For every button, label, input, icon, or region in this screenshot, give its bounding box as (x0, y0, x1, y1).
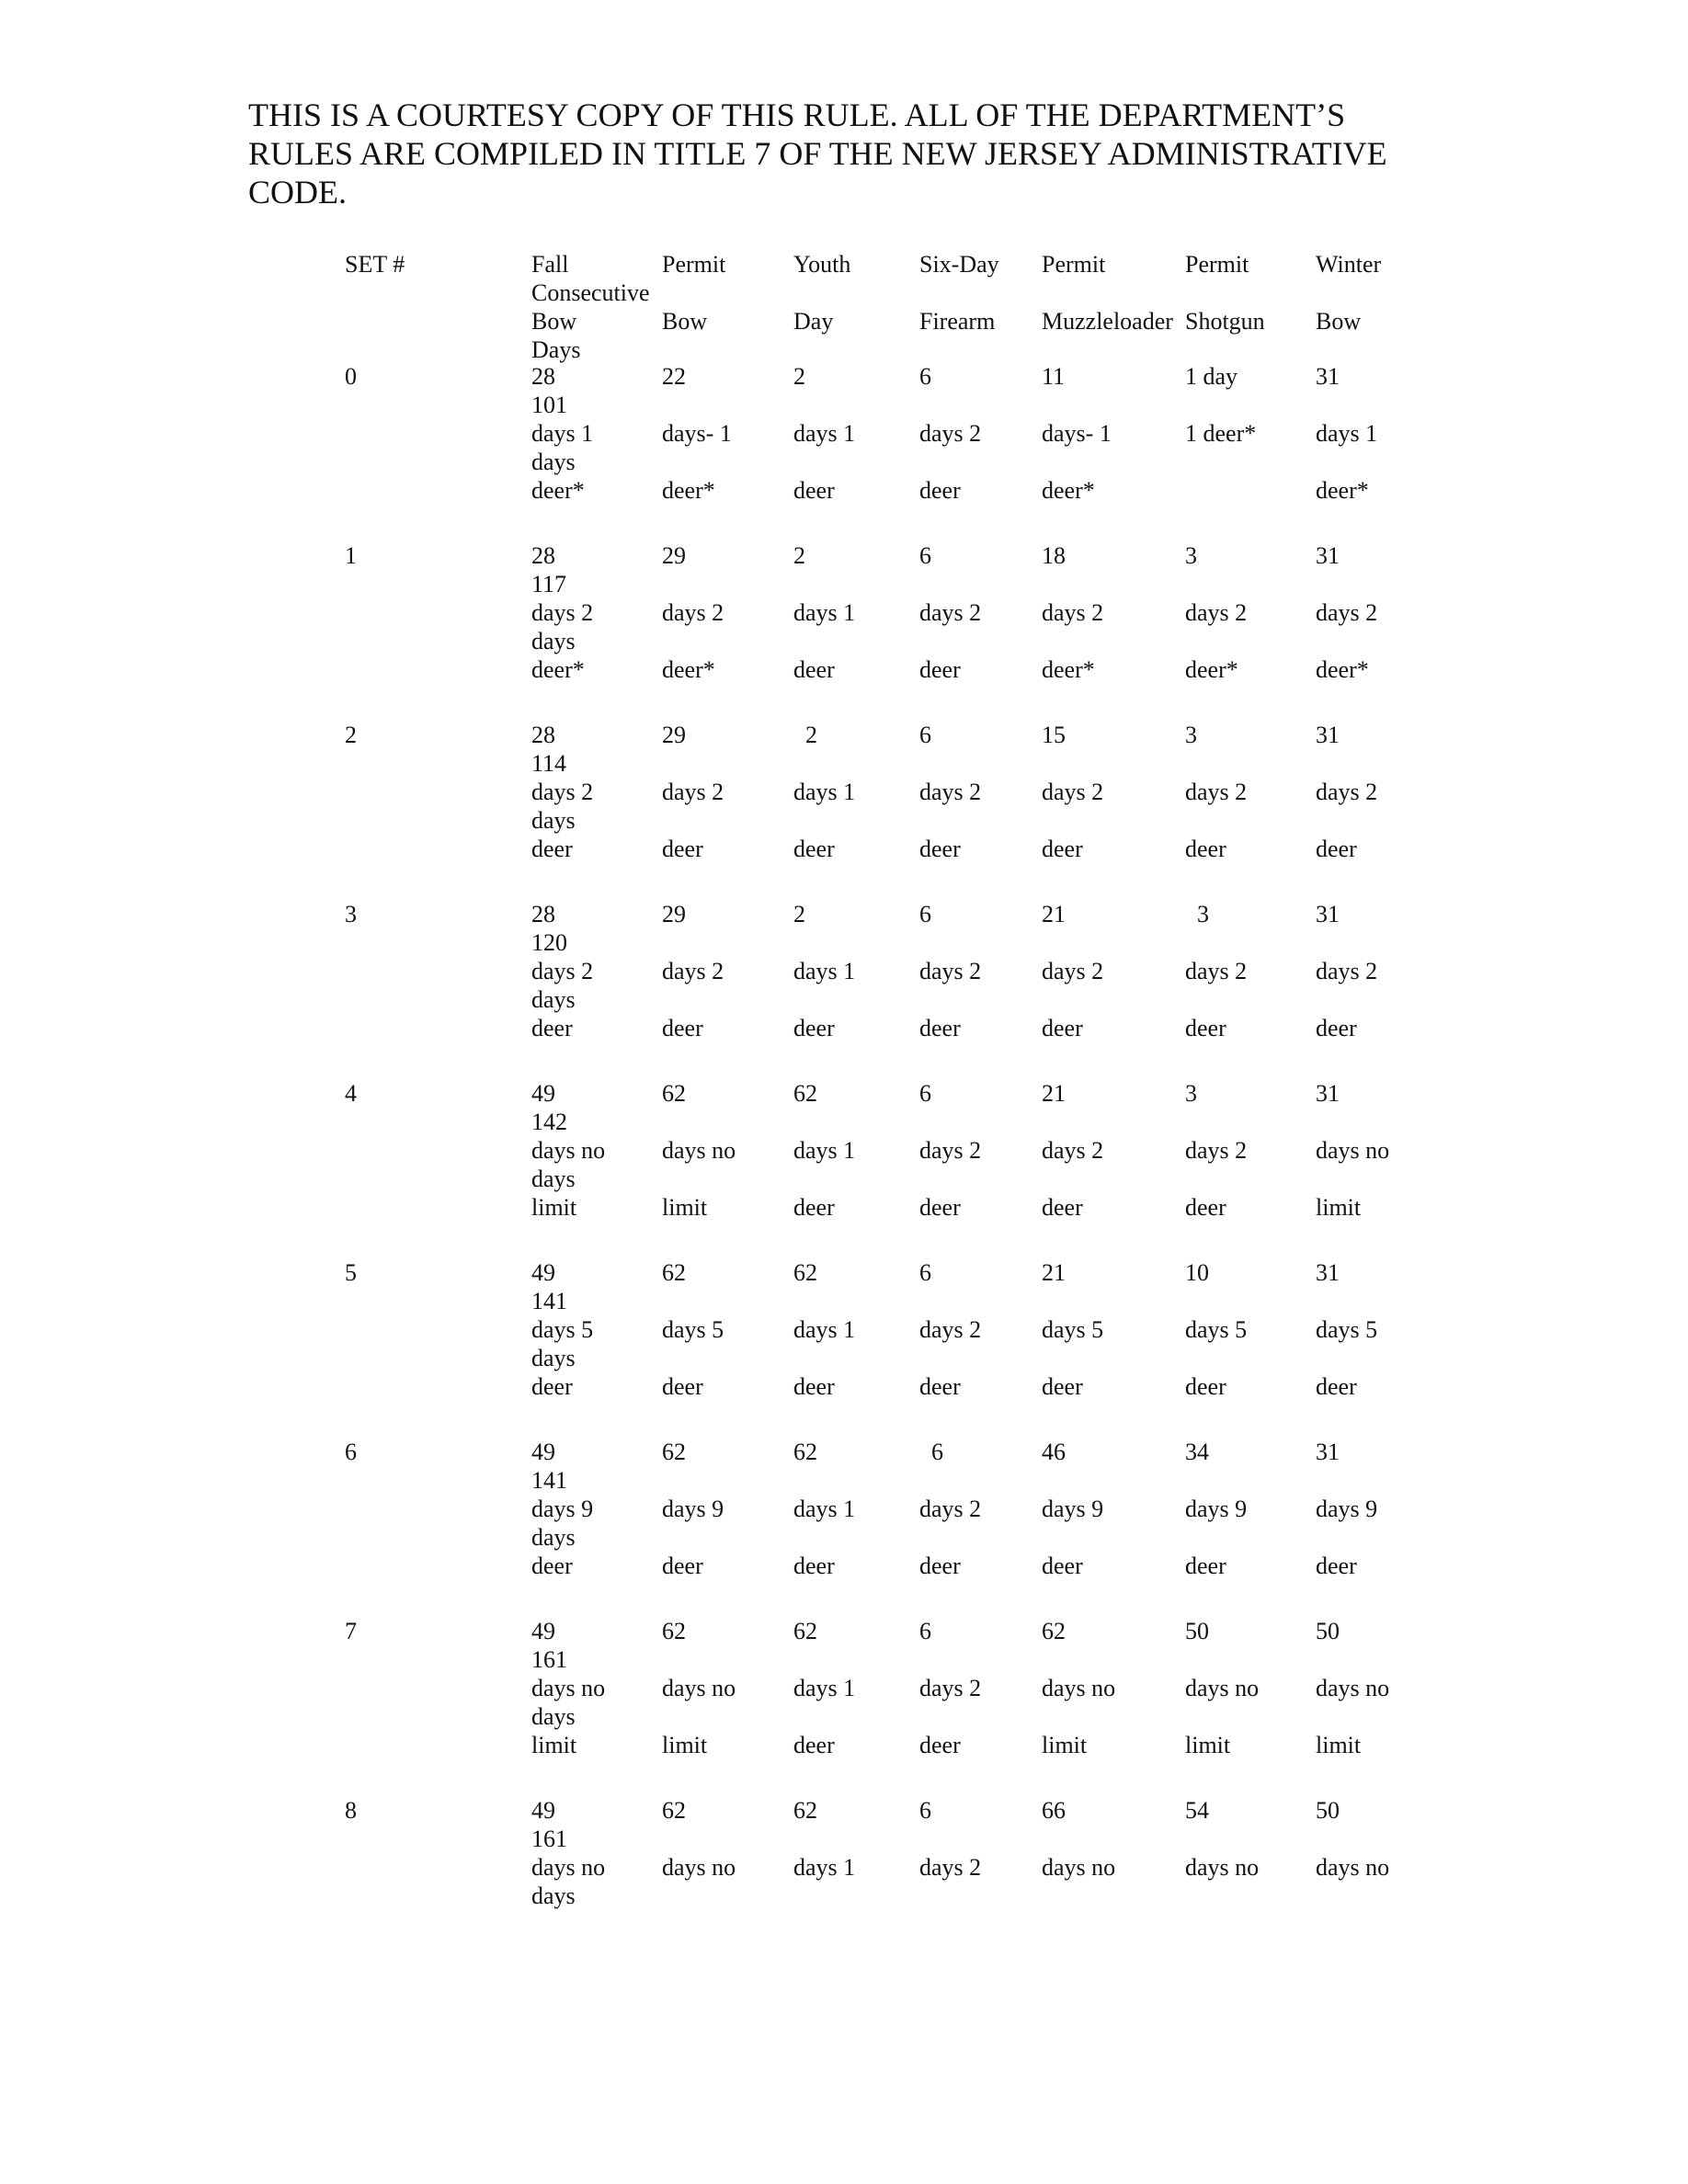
season-days: 62 (793, 1618, 817, 1644)
season-limit: days 1 (1316, 420, 1378, 447)
season-days: 31 (1316, 722, 1340, 748)
season-days: 22 (662, 363, 686, 390)
season-days: 28 (531, 542, 555, 569)
season-days: 62 (662, 1439, 686, 1465)
courtesy-copy-header: THIS IS A COURTESY COPY OF THIS RULE. ALL OF THE DEPARTMENT’S RULES ARE COMPILED IN TITLE 7 OF THE NEW JERSEY ADMINISTRATIVE CODE. (248, 97, 1387, 210)
consecutive-days-unit: days (531, 628, 576, 654)
season-limit: days 9 (1185, 1496, 1248, 1522)
season-limit-unit: limit (1316, 1194, 1362, 1221)
season-limit-unit: deer (1042, 1553, 1083, 1579)
season-limit: days 1 (793, 958, 856, 984)
season-limit-unit: deer (919, 1194, 961, 1221)
season-limit-unit: limit (1316, 1732, 1362, 1758)
column-header: Bow (1316, 308, 1362, 335)
season-days: 6 (919, 722, 931, 748)
season-limit: days no (1185, 1675, 1260, 1701)
set-number: 3 (345, 901, 357, 927)
season-limit-unit: deer (1042, 1194, 1083, 1221)
season-limit-unit: deer (793, 1015, 835, 1041)
column-header: Muzzleloader (1042, 308, 1173, 335)
season-limit: days- 1 (662, 420, 732, 447)
column-header: Fall (531, 251, 569, 278)
season-limit-unit: deer (1316, 1553, 1357, 1579)
season-limit: days 2 (531, 599, 594, 626)
set-number: 8 (345, 1797, 357, 1824)
season-limit: days 2 (1042, 599, 1104, 626)
season-limit: days no (662, 1137, 736, 1164)
consecutive-days-total: 161 (531, 1646, 567, 1673)
season-limit-unit: deer (1185, 1015, 1226, 1041)
season-limit-unit: deer (793, 1732, 835, 1758)
season-limit: days 1 (793, 1496, 856, 1522)
season-limit-unit: deer* (1316, 477, 1369, 504)
season-days: 49 (531, 1439, 555, 1465)
season-limit: days 2 (531, 779, 594, 805)
column-header: Winter (1316, 251, 1382, 278)
consecutive-days-total: 117 (531, 571, 567, 597)
season-limit-unit: limit (662, 1732, 708, 1758)
season-days: 31 (1316, 363, 1340, 390)
season-limit-unit: deer* (1042, 656, 1095, 683)
season-limit-unit: deer (919, 1553, 961, 1579)
season-limit: days 2 (919, 1316, 982, 1343)
season-days: 2 (793, 901, 805, 927)
season-days: 3 (1185, 542, 1197, 569)
column-header: Bow (662, 308, 708, 335)
season-limit: days no (662, 1675, 736, 1701)
season-days: 62 (662, 1259, 686, 1286)
season-limit-unit: deer (1042, 836, 1083, 862)
season-limit: days no (662, 1854, 736, 1881)
season-limit-unit: deer* (1185, 656, 1238, 683)
season-limit: days 1 (793, 1137, 856, 1164)
consecutive-days-total: 141 (531, 1467, 567, 1494)
season-limit: days no (1042, 1675, 1116, 1701)
column-header: Permit (662, 251, 726, 278)
consecutive-days-unit: days (531, 986, 576, 1013)
season-limit: days 2 (919, 1675, 982, 1701)
season-limit: days 5 (1185, 1316, 1248, 1343)
season-days: 3 (1185, 901, 1209, 927)
consecutive-days-unit: days (531, 1345, 576, 1371)
season-limit-unit: deer (793, 1373, 835, 1400)
season-limit: days 9 (531, 1496, 594, 1522)
season-limit: days 1 (531, 420, 594, 447)
consecutive-days-total: 161 (531, 1826, 567, 1852)
season-limit: days 1 (793, 1316, 856, 1343)
season-limit-unit: deer (793, 1553, 835, 1579)
season-limit: days 2 (919, 1137, 982, 1164)
season-limit-unit: deer (662, 1553, 703, 1579)
consecutive-days-unit: days (531, 1703, 576, 1730)
season-limit: days 2 (1042, 779, 1104, 805)
season-days: 62 (1042, 1618, 1066, 1644)
season-limit-unit: deer (793, 836, 835, 862)
season-limit-unit: deer* (662, 656, 715, 683)
consecutive-days-total: 120 (531, 929, 567, 956)
season-limit: days 1 (793, 420, 856, 447)
season-days: 62 (793, 1797, 817, 1824)
season-days: 6 (919, 1439, 943, 1465)
column-header: Firearm (919, 308, 996, 335)
season-limit: days 2 (662, 599, 724, 626)
season-days: 6 (919, 1259, 931, 1286)
consecutive-days-unit: days (531, 449, 576, 475)
season-limit-unit: limit (1042, 1732, 1088, 1758)
season-days: 31 (1316, 1439, 1340, 1465)
consecutive-days-unit: days (531, 1166, 576, 1192)
season-limit-unit: deer (1185, 1373, 1226, 1400)
season-limit: days no (531, 1137, 606, 1164)
season-days: 6 (919, 363, 931, 390)
season-limit-unit: deer* (531, 477, 585, 504)
season-days: 6 (919, 901, 931, 927)
season-limit: days 2 (919, 779, 982, 805)
season-limit-unit: deer (531, 1015, 573, 1041)
season-limit: days 2 (662, 779, 724, 805)
season-limit: days 9 (1316, 1496, 1378, 1522)
season-days: 6 (919, 1797, 931, 1824)
consecutive-days-unit: days (531, 807, 576, 834)
column-header: Permit (1185, 251, 1249, 278)
season-days: 28 (531, 363, 555, 390)
season-days: 6 (919, 542, 931, 569)
season-limit-unit: deer (919, 1732, 961, 1758)
season-limit-unit: deer* (662, 477, 715, 504)
season-limit: days 2 (1316, 958, 1378, 984)
season-days: 2 (793, 363, 805, 390)
season-limit: days 1 (793, 1854, 856, 1881)
season-limit: days no (1316, 1675, 1390, 1701)
season-limit-unit: deer (919, 1373, 961, 1400)
season-limit: days 2 (1316, 599, 1378, 626)
season-limit: days 2 (1185, 958, 1248, 984)
consecutive-days-unit: days (531, 1883, 576, 1909)
season-days: 2 (793, 722, 817, 748)
season-limit-unit: limit (531, 1194, 577, 1221)
season-limit-unit: deer (919, 1015, 961, 1041)
column-header: Consecutive (531, 279, 650, 306)
season-days: 62 (793, 1439, 817, 1465)
column-header: Shotgun (1185, 308, 1265, 335)
season-limit-unit: limit (531, 1732, 577, 1758)
season-days: 66 (1042, 1797, 1066, 1824)
season-limit: days 2 (919, 1496, 982, 1522)
column-header: Permit (1042, 251, 1106, 278)
season-limit: days- 1 (1042, 420, 1112, 447)
column-header: Days (531, 336, 581, 363)
season-days: 54 (1185, 1797, 1209, 1824)
consecutive-days-total: 141 (531, 1288, 567, 1314)
season-limit-unit: deer (793, 656, 835, 683)
season-limit: days 2 (531, 958, 594, 984)
season-limit-unit: deer (919, 836, 961, 862)
season-days: 62 (662, 1618, 686, 1644)
season-days: 18 (1042, 542, 1066, 569)
season-days: 31 (1316, 1080, 1340, 1107)
season-limit: days no (531, 1854, 606, 1881)
season-limit-unit: deer (662, 836, 703, 862)
season-days: 49 (531, 1618, 555, 1644)
season-days: 49 (531, 1259, 555, 1286)
season-days: 50 (1185, 1618, 1209, 1644)
season-limit: days no (1042, 1854, 1116, 1881)
set-number: 4 (345, 1080, 357, 1107)
season-limit-unit: deer (1316, 1373, 1357, 1400)
season-limit: days no (1316, 1854, 1390, 1881)
season-limit-unit: deer (1185, 1553, 1226, 1579)
season-limit: 1 deer* (1185, 420, 1257, 447)
season-limit: days 9 (662, 1496, 724, 1522)
season-days: 21 (1042, 1259, 1066, 1286)
season-limit: days 2 (1185, 1137, 1248, 1164)
season-days: 29 (662, 722, 686, 748)
season-limit: days 2 (919, 599, 982, 626)
set-number: 1 (345, 542, 357, 569)
season-days: 10 (1185, 1259, 1209, 1286)
season-limit-unit: limit (662, 1194, 708, 1221)
season-days: 62 (793, 1259, 817, 1286)
column-header: Day (793, 308, 834, 335)
season-limit-unit: deer (919, 477, 961, 504)
season-days: 62 (662, 1080, 686, 1107)
consecutive-days-unit: days (531, 1524, 576, 1551)
set-number: 0 (345, 363, 357, 390)
set-number-header: SET # (345, 251, 405, 278)
season-days: 21 (1042, 1080, 1066, 1107)
season-limit-unit: deer (531, 836, 573, 862)
season-limit-unit: deer (531, 1553, 573, 1579)
season-limit-unit: deer (1185, 1194, 1226, 1221)
season-days: 34 (1185, 1439, 1209, 1465)
season-limit: days no (1316, 1137, 1390, 1164)
season-limit: days 5 (1042, 1316, 1104, 1343)
set-number: 6 (345, 1439, 357, 1465)
season-days: 50 (1316, 1797, 1340, 1824)
season-days: 3 (1185, 1080, 1197, 1107)
season-limit-unit: deer (1042, 1015, 1083, 1041)
season-days: 62 (793, 1080, 817, 1107)
season-limit-unit: deer (919, 656, 961, 683)
season-limit-unit: limit (1185, 1732, 1231, 1758)
season-days: 49 (531, 1080, 555, 1107)
season-limit: days 2 (919, 958, 982, 984)
season-days: 49 (531, 1797, 555, 1824)
season-days: 31 (1316, 542, 1340, 569)
season-limit: days 5 (531, 1316, 594, 1343)
consecutive-days-total: 101 (531, 392, 567, 418)
season-limit-unit: deer* (1316, 656, 1369, 683)
season-days: 29 (662, 542, 686, 569)
season-days: 29 (662, 901, 686, 927)
season-days: 3 (1185, 722, 1197, 748)
set-number: 7 (345, 1618, 357, 1644)
season-days: 46 (1042, 1439, 1066, 1465)
season-limit-unit: deer (793, 477, 835, 504)
season-limit: days 2 (919, 420, 982, 447)
season-limit: days 9 (1042, 1496, 1104, 1522)
season-limit-unit: deer (1316, 1015, 1357, 1041)
set-number: 2 (345, 722, 357, 748)
consecutive-days-total: 142 (531, 1109, 567, 1135)
season-limit-unit: deer (793, 1194, 835, 1221)
season-days: 31 (1316, 1259, 1340, 1286)
season-limit: days 5 (662, 1316, 724, 1343)
season-days: 28 (531, 722, 555, 748)
season-days: 11 (1042, 363, 1066, 390)
season-limit: days no (531, 1675, 606, 1701)
season-days: 62 (662, 1797, 686, 1824)
season-limit-unit: deer (1185, 836, 1226, 862)
season-days: 15 (1042, 722, 1066, 748)
column-header: Six-Day (919, 251, 999, 278)
season-limit: days 1 (793, 599, 856, 626)
column-header: Youth (793, 251, 851, 278)
season-limit-unit: deer (1316, 836, 1357, 862)
season-limit-unit: deer* (1042, 477, 1095, 504)
season-limit-unit: deer* (531, 656, 585, 683)
season-days: 31 (1316, 901, 1340, 927)
season-days: 1 day (1185, 363, 1238, 390)
consecutive-days-total: 114 (531, 750, 567, 777)
season-days: 28 (531, 901, 555, 927)
season-limit: days 5 (1316, 1316, 1378, 1343)
season-limit: days 1 (793, 779, 856, 805)
season-limit: days 2 (1185, 599, 1248, 626)
season-limit: days no (1185, 1854, 1260, 1881)
season-limit-unit: deer (531, 1373, 573, 1400)
season-limit-unit: deer (662, 1373, 703, 1400)
season-limit-unit: deer (1042, 1373, 1083, 1400)
season-limit: days 1 (793, 1675, 856, 1701)
season-days: 2 (793, 542, 805, 569)
season-days: 6 (919, 1618, 931, 1644)
season-limit: days 2 (1042, 1137, 1104, 1164)
season-limit-unit: deer (662, 1015, 703, 1041)
season-days: 21 (1042, 901, 1066, 927)
season-days: 50 (1316, 1618, 1340, 1644)
season-limit: days 2 (1316, 779, 1378, 805)
season-days: 6 (919, 1080, 931, 1107)
season-limit: days 2 (1185, 779, 1248, 805)
set-number: 5 (345, 1259, 357, 1286)
season-limit: days 2 (662, 958, 724, 984)
column-header: Bow (531, 308, 577, 335)
season-limit: days 2 (919, 1854, 982, 1881)
season-limit: days 2 (1042, 958, 1104, 984)
